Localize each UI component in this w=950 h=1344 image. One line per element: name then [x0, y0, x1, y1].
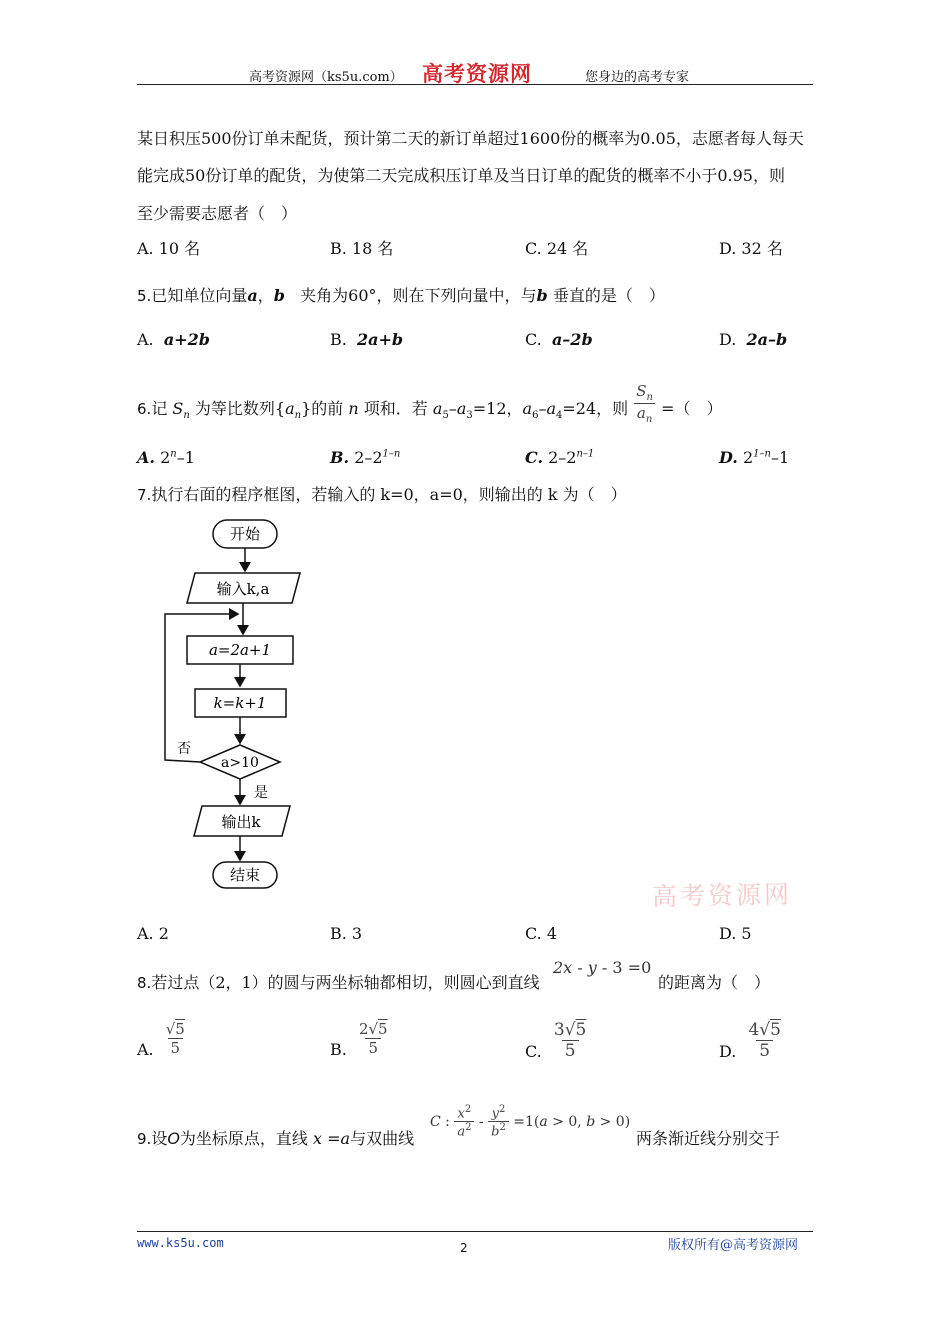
q5-text-b: 夹角为60°，则在下列向量中，与	[300, 286, 537, 305]
flowchart	[150, 515, 310, 895]
q5-text-a: 已知单位向量	[151, 286, 248, 305]
flow-end-label: 结束	[229, 866, 261, 884]
q7-number: 7.	[137, 486, 152, 504]
q6-option-b: B. 2–2$^{1-n}$	[330, 448, 401, 467]
footer-rule	[137, 1231, 813, 1232]
q7-stem	[137, 482, 627, 505]
q8-option-c: C. $\frac{3√5}{5}$	[525, 1020, 587, 1061]
q5-option-d: D. 2a–b	[719, 330, 788, 349]
q7-option-d: D. 5	[719, 924, 752, 943]
q4-option-d: D. 32 名	[719, 239, 783, 258]
q4-option-a: A. 10 名	[137, 239, 201, 258]
header-site-text: 高考资源网（ks5u.com）	[249, 70, 403, 85]
flow-decision-label: a>10	[221, 755, 259, 771]
q5-option-c: C. a–2b	[525, 330, 593, 349]
header-rule	[137, 84, 813, 85]
q5-stem: 5.已知单位向量a，b 夹角为60°，则在下列向量中，与b 垂直的是（ ）	[137, 286, 665, 305]
q7-text: 执行右面的程序框图，若输入的 k=0，a=0，则输出的 k 为（ ）	[151, 485, 627, 504]
q8-option-b: B. $\frac{2√5}{5}$	[330, 1020, 388, 1059]
q8-option-d: D. $\frac{4√5}{5}$	[719, 1020, 781, 1061]
q7-option-c: C. 4	[525, 924, 558, 943]
q9-line-equation: x =a	[313, 1129, 351, 1148]
q9-number: 9.	[137, 1130, 152, 1148]
q6-option-d: D. 2$^{1-n}$–1	[719, 448, 790, 467]
q9-tail: 两条渐近线分别交于	[636, 1129, 781, 1148]
q7-option-a: A. 2	[137, 924, 169, 943]
watermark-logo: 高考资源网	[651, 879, 793, 912]
page-number: 2	[460, 1241, 468, 1255]
page-header	[137, 62, 813, 86]
q6-fraction: $\frac{S_n}{a_n}$	[633, 382, 656, 425]
flow-start-label: 开始	[229, 525, 261, 543]
q4-option-c: C. 24 名	[525, 239, 589, 258]
q4-option-b: B. 18 名	[330, 239, 394, 258]
footer-site-link[interactable]: www.ks5u.com	[137, 1236, 224, 1250]
q8-number: 8.	[137, 974, 152, 992]
q6-option-c: C. 2–2$^{n-1}$	[525, 448, 595, 467]
q5-number: 5.	[137, 287, 152, 305]
flow-step-a-label: a=2a+1	[208, 641, 272, 659]
q8-option-a: A. $\frac{√5}{5}$	[137, 1020, 185, 1059]
flow-output-label: 输出k	[221, 813, 261, 831]
header-slogan: 您身边的高考专家	[585, 70, 690, 85]
q8-tail: 的距离为（ ）	[658, 973, 771, 992]
q6-option-a: A. 2$^n$–1	[137, 448, 195, 467]
q4-line-1: 某日积压500份订单未配货，预计第二天的新订单超过1600份的概率为0.05，志愿者每人每天	[137, 129, 804, 148]
q9-stem: 9.设O为坐标原点，直线 x =a与双曲线	[137, 1129, 415, 1148]
q8-line-equation: 2x - y - 3 =0	[553, 958, 652, 977]
q6-stem: 6.记 $S_n$ 为等比数列$\{a_n\}$的前 n 项和．若 $a_5-a_3=12$，$a_6-a_4=24$，则 $\frac{S_n}{a_n}$ =（ ）	[137, 382, 723, 425]
q5-option-b: B. 2a+b	[330, 330, 404, 349]
flow-no-label: 否	[177, 741, 191, 757]
flow-step-k-label: k=k+1	[213, 694, 267, 712]
q4-line-3: 至少需要志愿者（ ）	[137, 204, 298, 223]
footer-copyright: 版权所有@高考资源网	[668, 1238, 799, 1253]
flow-yes-label: 是	[254, 785, 268, 801]
flow-input-label: 输入k,a	[216, 580, 270, 598]
q6-number: 6.	[137, 400, 152, 418]
q5-text-c: 垂直的是（ ）	[552, 286, 665, 305]
q5-option-a: A. a+2b	[137, 330, 210, 349]
q8-text: 若过点（2，1）的圆与两坐标轴都相切，则圆心到直线	[151, 973, 540, 992]
q4-line-2: 能完成50份订单的配货，为使第二天完成积压订单及当日订单的配货的概率不小于0.95，则	[137, 166, 785, 185]
q8-stem-left	[137, 970, 540, 993]
q7-option-b: B. 3	[330, 924, 363, 943]
q6-tail: =（ ）	[661, 399, 723, 418]
header-logo: 高考资源网	[422, 61, 532, 86]
q9-hyperbola-equation: C : $\frac{x^2}{a^2}$ - $\frac{y^2}{b^2}$ =1(a > 0, b > 0)	[430, 1104, 631, 1140]
